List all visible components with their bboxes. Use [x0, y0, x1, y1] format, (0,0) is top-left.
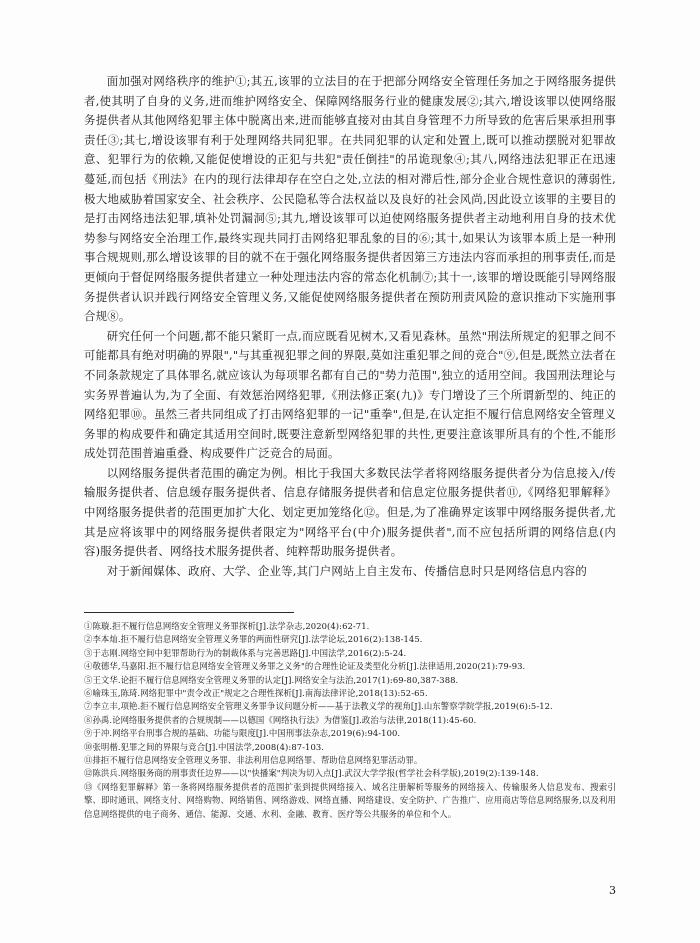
footnote-item: ①陈璇.拒不履行信息网络安全管理义务罪探析[J].法学杂志,2020(4):62-71. [84, 621, 370, 631]
paragraph-4: 对于新闻媒体、政府、大学、企业等,其门户网站上自主发布、传播信息时只是网络信息内容的 [106, 563, 588, 578]
footnote-item: ⑫陈洪兵.网络服务商的刑事责任边界——以"快播案"判决为切入点[J].武汉大学学报(哲学社会科学版),2019(2):139-148. [84, 768, 539, 779]
footnote-item: ⑧孙禹.论网络服务提供者的合规规制——以德国《网络执行法》为借鉴[J].政治与法律,2018(11):45-60. [84, 714, 477, 725]
footnote-item: ⑩张明楷.犯罪之间的界限与竞合[J].中国法学,2008(4):87-103. [84, 741, 325, 752]
paragraph-2: 研究任何一个问题,都不能只紧盯一点,而应既看见树木,又看见森林。虽然"刑法所规定的犯罪之间不可能都具有绝对明确的界限","与其重视犯罪之间的界限,莫如注重犯罪之间的竞合"⑨,但是,既然立法者在不同条款规定了具体罪名,就应该认为每项罪名都有自己的"势力范围",独立的适用空间。我国刑法理论与实务界普遍认为,为了全面、有效惩治网络犯罪,《刑法修正案(九)》专门增设了三个所谓新型的、纯正的网络犯罪⑩。虽然三者共同组成了打击网络犯罪的一记"重拳",但是,在认定拒不履行信息网络安全管理义务罪的构成要件和确定其适用空间时,既要注意新型网络犯罪的共性,更要注意该罪所具有的个性,不能形成处罚范围普遍重叠、构成要件广泛竞合的局面。 [84, 328, 616, 461]
footnote-item: ④敬德华,马嘉阳.拒不履行信息网络安全管理义务罪之义务"的合理性论证及类型化分析[J].法律适用,2020(21):79-93. [84, 661, 526, 672]
footnote-item: ⑪排拒不履行信息网络安全管理义务罪、非法利用信息网络罪、帮助信息网络犯罪活动罪。 [84, 755, 423, 766]
footnote-item: ⑦李立丰,项艳.拒不履行信息网络安全管理义务罪争议问题分析——基于法教义学的视角[J].山东警察学院学报,2019(6):5-12. [84, 701, 553, 712]
footnote-item: ⑤王文华.论拒不履行信息网络安全管理义务罪的认定[J].网络安全与法治,2017(1):69-80,387-388. [84, 674, 459, 685]
footnote-item: ⑨于冲.网络平台刑事合规的基础、功能与限度[J].中国刑事法杂志,2019(6):94-100. [84, 728, 401, 739]
paragraph-1: 面加强对网络秩序的维护①;其五,该罪的立法目的在于把部分网络安全管理任务加之于网络服务提供者,使其明了自身的义务,进而维护网络安全、保障网络服务行业的健康发展②;其六,增设该罪以使网络服务提供者从其他网络犯罪主体中脱离出来,进而能够直接对由其自身管理不力所导致的危害后果承担刑事责任③;其七,增设该罪有利于处理网络共同犯罪。在共同犯罪的认定和处置上,既可以推动摆脱对犯罪故意、犯罪行为的依赖,又能促使增设的正犯与共犯"责任倒挂"的吊诡现象④;其八,网络违法犯罪正在迅速蔓延,而包括《刑法》在内的现行法律却存在空白之处,立法的相对滞后性,部分企业合规性意识的薄弱性,极大地威胁着国家安全、社会秩序、公民隐私等合法权益以及良好的社会风尚,因此设立该罪的主要目的是打击网络违法犯罪,填补处罚漏洞⑤;其九,增设该罪可以迫使网络服务提供者主动地利用自身的技术优势参与网络安全治理工作,最终实现共同打击网络犯罪乱象的目的⑥;其十,如果认为该罪本质上是一种刑事合规规则,那么增设该罪的目的就不在于强化网络服务提供者因第三方违法内容而承担的刑事责任,而是更倾向于督促网络服务提供者建立一种处理违法内容的常态化机制⑦;其十一,该罪的增设既能引导网络服务提供者认识并践行网络安全管理义务,又能促使网络服务提供者在预防刑责风险的意识推动下实施刑事合规⑧。 [84, 74, 616, 324]
footnote-separator-rule [84, 612, 294, 613]
paragraph-3: 以网络服务提供者范围的确定为例。相比于我国大多数民法学者将网络服务提供者分为信息接入/传输服务提供者、信息缓存服务提供者、信息存储服务提供者和信息定位服务提供者⑪,《网络犯罪解释》中网络服务提供者的范围更加扩大化、划定更加笼络化⑫。但是,为了准确界定该罪中网络服务提供者,尤其是应将该罪中的网络服务提供者限定为"网络平台(中介)服务提供者",而不应包括所谓的网络信息(内容)服务提供者、网络技术服务提供者、纯粹帮助服务提供者。 [84, 465, 616, 559]
footnote-item: ⑬《网络犯罪解释》第一条将网络服务提供者的范围扩张到提供网络接入、域名注册解析等服务的网络接入、传输服务人信息发布、搜索引擎、即时通讯、网络支付、网络购物、网络销售、网络游戏、网络直播、网络建设、安全防护、广告推广、应用商店等信息网络服务,以及利用信息网络提供的电子商务、通信、能源、交通、水利、金融、教育、医疗等公共服务的单位和个人。 [84, 781, 616, 819]
page-number: 3 [609, 884, 616, 897]
footnote-item: ②李本灿.拒不履行信息网络安全管理义务罪的两面性研究[J].法学论坛,2016(2):138-145. [84, 634, 423, 645]
footnote-list [84, 620, 616, 821]
page-body [84, 72, 616, 581]
footnote-item: ⑥喻珠玉,陈琦.网络犯罪中"责令改正"规定之合理性探析[J].南海法律评论,2018(13):52-65. [84, 688, 428, 699]
footnote-item: ③于志刚.网络空间中犯罪帮助行为的制裁体系与完善思路[J].中国法学,2016(2):5-24. [84, 647, 407, 658]
